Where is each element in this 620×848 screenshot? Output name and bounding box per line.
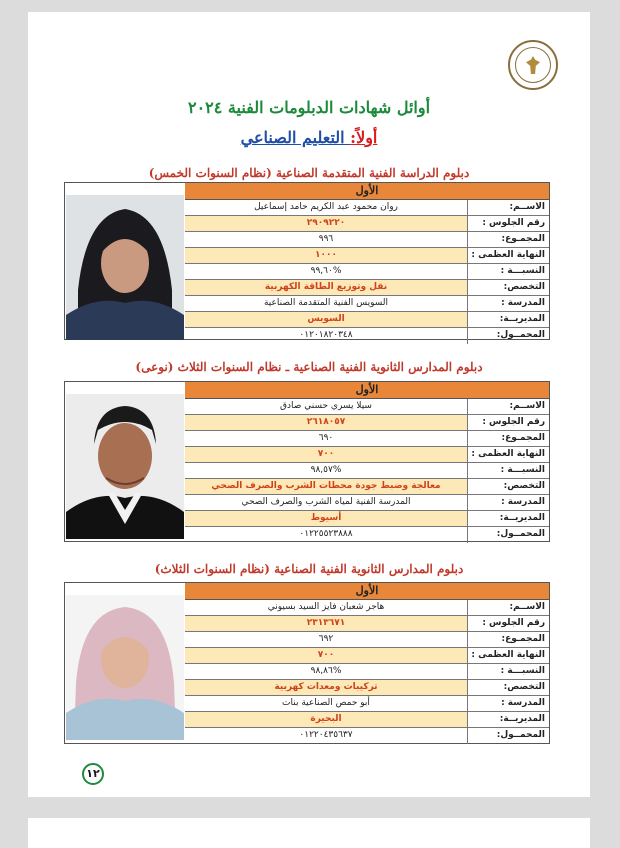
label: رقم الجلوس : [467,415,549,430]
next-page-edge [28,818,590,848]
label: المديريــة: [467,312,549,327]
page-number: ١٢ [82,763,104,785]
rank-header: الأول [185,183,549,200]
student-card-1 [64,182,550,340]
row-name [185,600,549,616]
row-specialty [185,479,549,495]
row-total [185,431,549,447]
row-school [185,495,549,511]
value: ٢٩٠٩٢٢٠ [185,216,467,231]
value: ٧٠٠ [185,447,467,462]
value: ٠١٢٠١٨٢٠٣٤٨ [299,330,353,340]
label: النهاية العظمى : [467,648,549,663]
logo-ring [515,47,551,83]
row-mobile [185,728,549,744]
label: المجمـوع: [467,632,549,647]
value: نقل وتوزيع الطاقة الكهربية [185,280,467,295]
row-specialty [185,280,549,296]
value: ٩٩٦ [318,234,334,244]
heading-text: التعليم الصناعي [240,128,351,147]
value: أسيوط [185,511,467,526]
label: المحمــول: [467,328,549,344]
value: السويس [185,312,467,327]
value: معالجة وضبط جودة محطات الشرب والصرف الصحي [185,479,467,494]
page-title: أوائل شهادات الدبلومات الفنية ٢٠٢٤ [187,98,431,117]
value: السويس الفنية المتقدمة الصناعية [263,298,389,308]
label: التخصص: [467,680,549,695]
row-mobile [185,527,549,543]
student-photo [66,195,184,340]
label: المحمــول: [467,527,549,543]
row-max [185,248,549,264]
student-photo [66,595,184,740]
label: المدرسة : [467,696,549,711]
info-table [185,583,549,744]
label: التخصص: [467,479,549,494]
ministry-logo [508,40,558,90]
value: ٠١٢٢٠٤٣٥٦٣٧ [299,730,353,740]
label: التخصص: [467,280,549,295]
row-seat [185,216,549,232]
value: ٠١٢٢٥٥٢٣٨٨٨ [299,529,353,539]
value: سيلا يسري حسني صادق [280,401,372,411]
label: المحمــول: [467,728,549,744]
student-photo [66,394,184,539]
value: روان محمود عبد الكريم حامد إسماعيل [254,202,398,212]
row-percent [185,664,549,680]
value: %٩٨,٥٧ [310,465,342,475]
value: ٦٩٠ [318,433,334,443]
student-card-3 [64,582,550,744]
row-school [185,296,549,312]
value: ٦٩٢ [318,634,334,644]
label: المجمـوع: [467,232,549,247]
row-directorate [185,712,549,728]
row-name [185,399,549,415]
label: رقم الجلوس : [467,616,549,631]
label: النسبـــة : [467,264,549,279]
row-max [185,648,549,664]
section-title-1: دبلوم الدراسة الفنية المتقدمة الصناعية (نظام السنوات الخمس) [148,166,470,180]
value: %٩٨,٨٦ [310,666,342,676]
student-card-2 [64,381,550,542]
row-seat [185,415,549,431]
value: ٢٦١٨٠٥٧ [185,415,467,430]
label: المجمـوع: [467,431,549,446]
label: رقم الجلوس : [467,216,549,231]
value: %٩٩,٦٠ [310,266,342,276]
section-title-2: دبلوم المدارس الثانوية الفنية الصناعية ـ نظام السنوات الثلاث (نوعى) [135,360,483,374]
row-directorate [185,511,549,527]
label: المديريــة: [467,712,549,727]
label: المدرسة : [467,296,549,311]
row-percent [185,463,549,479]
row-total [185,232,549,248]
label: النسبـــة : [467,664,549,679]
row-mobile [185,328,549,344]
label: المدرسة : [467,495,549,510]
row-name [185,200,549,216]
info-table [185,183,549,344]
label: النهاية العظمى : [467,248,549,263]
row-specialty [185,680,549,696]
value: ٢٣١٣٦٧١ [185,616,467,631]
rank-header: الأول [185,382,549,399]
row-total [185,632,549,648]
eagle-icon [526,56,540,74]
section-title-3: دبلوم المدارس الثانوية الفنية الصناعية (نظام السنوات الثلاث) [154,562,464,576]
value: أبو حمص الصناعية بنات [282,698,370,708]
value: المدرسة الفنية لمياه الشرب والصرف الصحي [241,497,411,507]
section-heading [28,128,590,147]
row-percent [185,264,549,280]
rank-header: الأول [185,583,549,600]
row-school [185,696,549,712]
value: تركيبات ومعدات كهربية [185,680,467,695]
label: المديريــة: [467,511,549,526]
value: البحيرة [185,712,467,727]
row-seat [185,616,549,632]
row-max [185,447,549,463]
document-page [28,12,590,797]
label: النهاية العظمى : [467,447,549,462]
label: النسبـــة : [467,463,549,478]
value: هاجر شعبان فايز السيد بسيوني [267,602,385,612]
label: الاســم: [467,399,549,414]
info-table [185,382,549,543]
row-directorate [185,312,549,328]
heading-prefix: أولاً: [350,128,378,147]
value: ١٠٠٠ [185,248,467,263]
value: ٧٠٠ [185,648,467,663]
label: الاســم: [467,200,549,215]
label: الاســم: [467,600,549,615]
